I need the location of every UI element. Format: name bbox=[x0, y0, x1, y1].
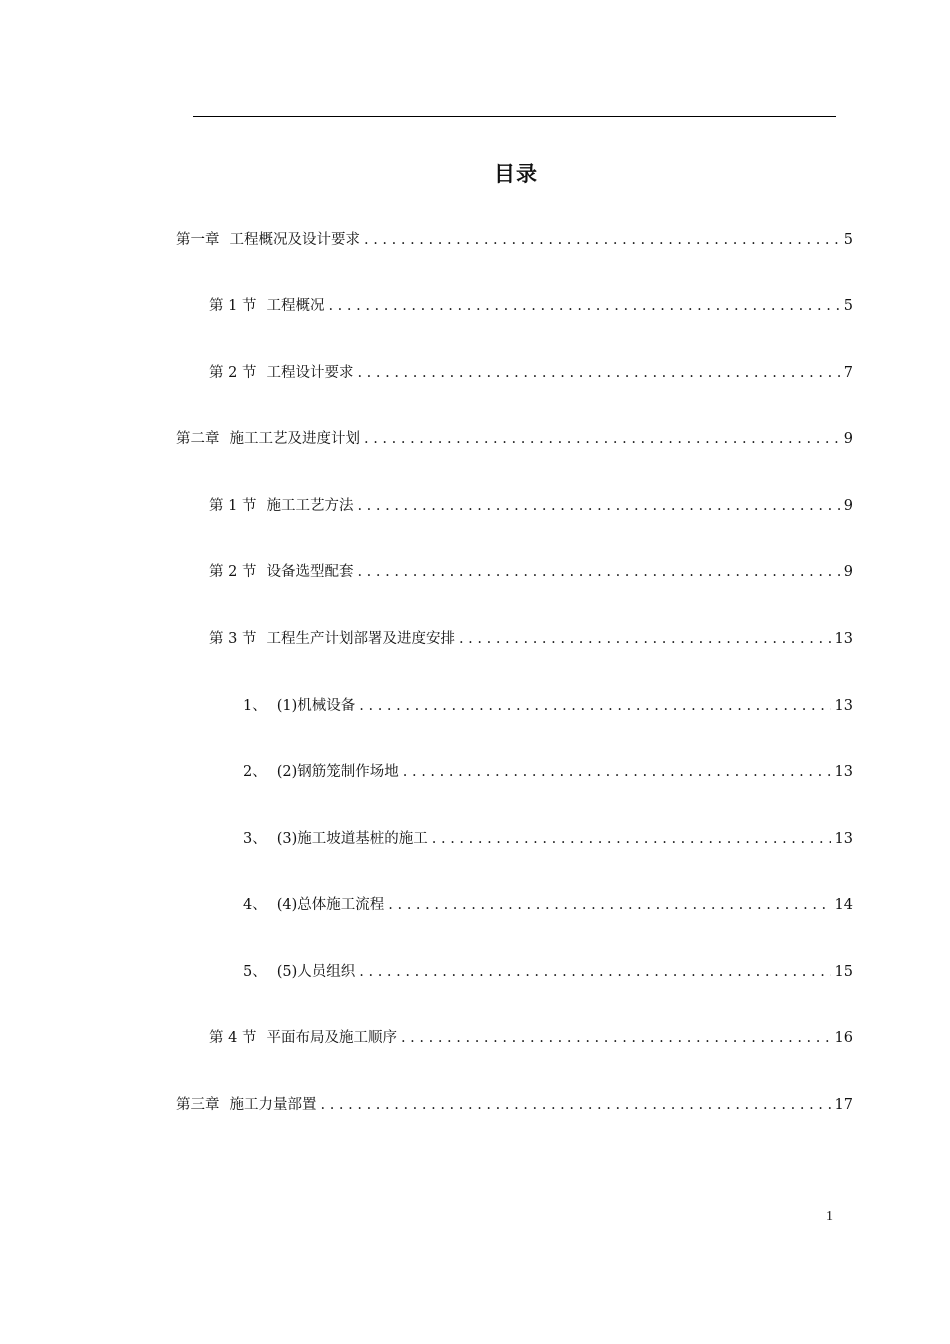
toc-title: 目录 bbox=[494, 162, 538, 186]
toc-leader-dots bbox=[328, 295, 839, 317]
toc-entry-title: 设备选型配套 bbox=[266, 564, 354, 580]
toc-entry-section[interactable] bbox=[209, 295, 853, 317]
toc-entry-page: 5 bbox=[843, 232, 853, 248]
toc-entry-subsection[interactable] bbox=[243, 761, 853, 783]
toc-entry-title: 工程概况及设计要求 bbox=[229, 232, 360, 248]
toc-leader-dots bbox=[388, 894, 830, 916]
toc-entry-title: 工程设计要求 bbox=[266, 365, 354, 381]
toc-entry-subsection[interactable] bbox=[243, 828, 853, 850]
toc-entry-page: 16 bbox=[834, 1030, 853, 1046]
toc-entry-number: 第 2 节 bbox=[209, 365, 257, 381]
toc-entry-title: (4)总体施工流程 bbox=[276, 897, 385, 913]
toc-entry-title: (3)施工坡道基桩的施工 bbox=[276, 831, 428, 847]
toc-entry-number: 第 1 节 bbox=[209, 498, 257, 514]
toc-leader-dots bbox=[359, 695, 830, 717]
toc-entry-page: 13 bbox=[834, 698, 853, 714]
toc-entry-title: 施工力量部置 bbox=[229, 1097, 317, 1113]
toc-leader-dots bbox=[432, 828, 831, 850]
toc-entry-page: 14 bbox=[834, 897, 853, 913]
toc-entry-page: 9 bbox=[843, 431, 853, 447]
toc-entry-subsection[interactable] bbox=[243, 695, 853, 717]
toc-entry-chapter-2[interactable] bbox=[176, 428, 853, 450]
toc-entry-number: 1、 bbox=[243, 698, 267, 714]
toc-entry-title: 施工工艺方法 bbox=[266, 498, 354, 514]
toc-entry-title: (5)人员组织 bbox=[276, 964, 356, 980]
toc-entry-page: 15 bbox=[834, 964, 853, 980]
toc-leader-dots bbox=[459, 628, 831, 650]
toc-entry-title: (1)机械设备 bbox=[276, 698, 356, 714]
toc-entry-subsection[interactable] bbox=[243, 894, 853, 916]
toc-entry-title: 平面布局及施工顺序 bbox=[266, 1030, 397, 1046]
toc-entry-page: 9 bbox=[843, 498, 853, 514]
toc-entry-page: 9 bbox=[843, 564, 853, 580]
toc-leader-dots bbox=[357, 561, 839, 583]
toc-entry-page: 13 bbox=[834, 831, 853, 847]
toc-entry-number: 第 1 节 bbox=[209, 298, 257, 314]
toc-entry-subsection[interactable] bbox=[243, 961, 853, 983]
toc-entry-number: 3、 bbox=[243, 831, 267, 847]
toc-leader-dots bbox=[321, 1094, 831, 1116]
toc-entry-page: 5 bbox=[843, 298, 853, 314]
toc-entry-section[interactable] bbox=[209, 1027, 853, 1049]
toc-entry-page: 13 bbox=[834, 631, 853, 647]
toc-entry-number: 第一章 bbox=[176, 232, 220, 248]
toc-entry-page: 13 bbox=[834, 764, 853, 780]
toc-entry-title: 工程概况 bbox=[266, 298, 325, 314]
toc-entry-number: 第 3 节 bbox=[209, 631, 257, 647]
toc-entry-number: 第二章 bbox=[176, 431, 220, 447]
toc-entry-chapter-1[interactable] bbox=[176, 229, 853, 251]
toc-leader-dots bbox=[364, 428, 840, 450]
toc-entry-number: 5、 bbox=[243, 964, 267, 980]
toc-entry-section[interactable] bbox=[209, 495, 853, 517]
toc-leader-dots bbox=[403, 761, 831, 783]
toc-leader-dots bbox=[357, 495, 839, 517]
toc-entry-section[interactable] bbox=[209, 561, 853, 583]
toc-entry-number: 第 4 节 bbox=[209, 1030, 257, 1046]
toc-entry-title: 施工工艺及进度计划 bbox=[229, 431, 360, 447]
toc-entry-chapter-3[interactable] bbox=[176, 1094, 853, 1116]
toc-entry-page: 17 bbox=[834, 1097, 853, 1113]
toc-entry-title: 工程生产计划部署及进度安排 bbox=[266, 631, 455, 647]
toc-leader-dots bbox=[357, 362, 839, 384]
toc-entry-number: 第 2 节 bbox=[209, 564, 257, 580]
toc-leader-dots bbox=[364, 229, 840, 251]
toc-leader-dots bbox=[359, 961, 830, 983]
page-number: 1 bbox=[826, 1209, 833, 1224]
toc-entry-number: 第三章 bbox=[176, 1097, 220, 1113]
toc-entry-number: 4、 bbox=[243, 897, 267, 913]
toc-entry-section[interactable] bbox=[209, 628, 853, 650]
toc-entry-section[interactable] bbox=[209, 362, 853, 384]
toc-entry-title: (2)钢筋笼制作场地 bbox=[276, 764, 399, 780]
toc-entry-number: 2、 bbox=[243, 764, 267, 780]
toc-leader-dots bbox=[401, 1027, 831, 1049]
toc-entry-page: 7 bbox=[843, 365, 853, 381]
